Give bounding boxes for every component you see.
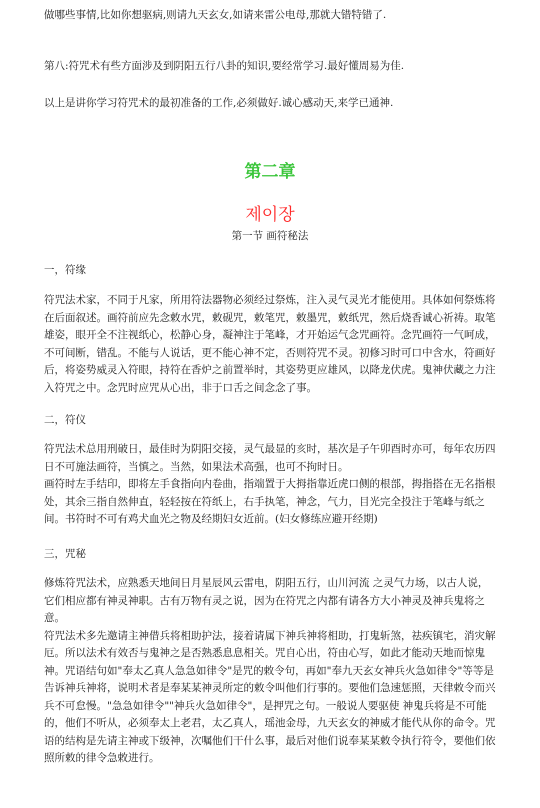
section-title: 第一节 画符秘法 (231, 230, 309, 242)
part-2-heading: 二，符仪 (44, 414, 86, 426)
part-2-body: 符咒法术总用刑破日，最佳时为阴阳交接，灵气最显的亥时，基次是子午卯酉时亦可，每年农历四日不可施法画符，当慎之。当然，如果法术高强，也可不拘时日。 画符时左手结印，即将左手食指向内卷曲，指端置于大拇指靠近虎口侧的根部，拇指搭在无名指根处，其余三指自然伸直，轻轻按在符纸上，右手执笔，神念，气力，目光完全投注于笔峰与纸之间。书符时不可有鸡犬血光之物及经期妇女近前。(妇女修练应避开经期) (44, 443, 496, 525)
part-1-heading: 一，符缘 (44, 264, 86, 276)
part-1-body: 符咒法术家，不同于凡家，所用符法器物必须经过祭炼，注入灵气灵光才能使用。具体如何祭炼将在后面叙述。画符前应先念敕水咒，敕砚咒，敕笔咒，敕墨咒，敕纸咒，然后烧香诚心祈祷。取笔雄姿，眼开全不注视纸心，松静心身，凝神注于笔峰，才开始运气念咒画符。念咒画符一气呵成，不可间断，错乱。不能与人说话，更不能心神不定，否则符咒不灵。初修习时可口中含水，符画好后，将姿势威灵入符眼，持符在香炉之前置举时，其姿势更应雄风，以降龙伏虎。鬼神伏藏之力注入符咒之中。念咒时应咒从心出，非于口舌之间念念了事。 (44, 294, 496, 394)
intro-paragraph-3: 以上是讲你学习符咒术的最初准备的工作,必须做好.诚心感动天,来学已通神. (44, 97, 394, 109)
chapter-number: 第二章 (244, 162, 296, 182)
chapter-title: 제이장 (245, 205, 295, 225)
part-3-heading: 三，咒秘 (44, 548, 86, 560)
intro-paragraph-2: 第八:符咒术有些方面涉及到阴阳五行八卦的知识,要经常学习.最好懂周易为佳. (44, 60, 405, 72)
intro-paragraph-1: 做哪些事情,比如你想驱病,则请九天玄女,如请来雷公电母,那就大错特错了. (44, 9, 387, 21)
part-3-body: 修炼符咒法术，应熟悉天地间日月星辰风云雷电，阴阳五行，山川河流 之灵气力场，以古人说，它们相应都有神灵神职。古有万物有灵之说，因为在符咒之内都有请各方大小神灵及神兵鬼将之意。 符咒法术多先邀请主神借兵将相助护法，接着请属下神兵神将相助，打鬼斩煞，祛疾镇宅，消灾解厄。所以法术有效否与鬼神之是否熟悉息息相关。咒自心出，符由心写，如此才能动天地而惊鬼神。咒语结句如"奉太乙真人急急如律令"是咒的敕令句，再如"奉九天玄女神兵火急如律令"等等是告诉神兵神将，说明术者是奉某某神灵所定的敕令叫他们行事的。要他们急速惩照，天律敕令而兴兵不可怠慢。"急急如律令""神兵火急如律令"，是押咒之句。一般说人要驱使 神鬼兵将是不可能的，他们不听从，必须奉太上老君，太乙真人，瑶池金母，九天玄女的神威才能代从你的命令。咒语的结构是先请主神或下级神，次嘱他们干什么事，最后对他们说奉某某敕令执行符令，要他们依照所敕的律令急敕进行。 (44, 577, 496, 764)
